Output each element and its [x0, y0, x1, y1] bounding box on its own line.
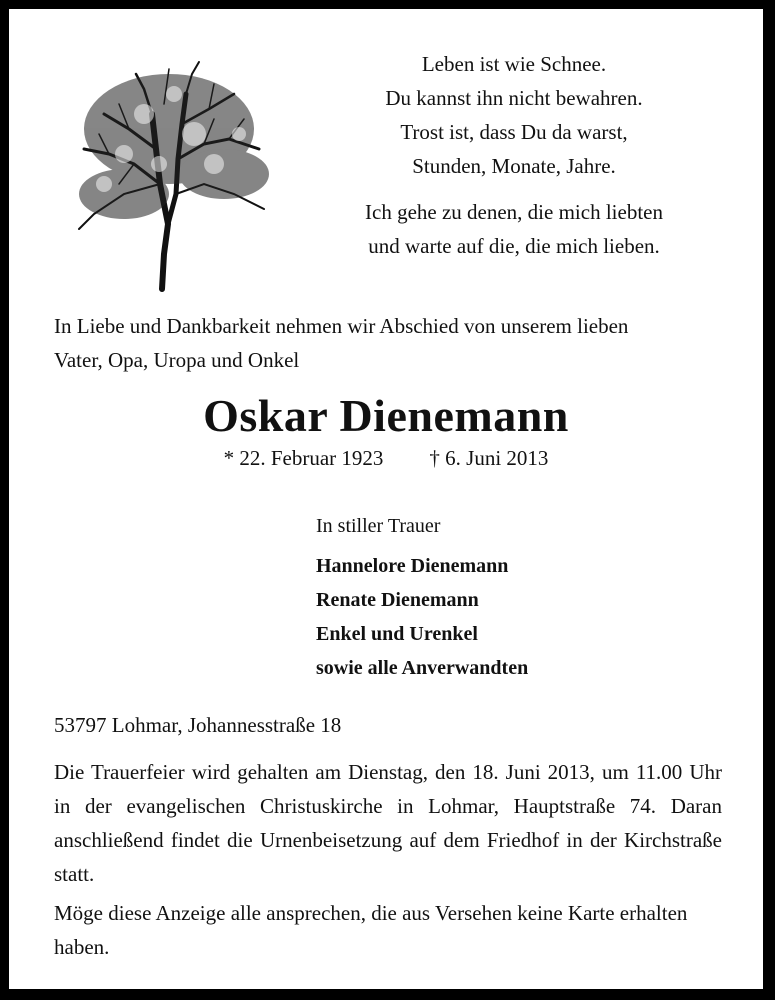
poem-stanza-2	[309, 195, 719, 263]
mourner-name: Enkel und Urenkel	[316, 623, 478, 645]
intro-line: In Liebe und Dankbarkeit nehmen wir Abschied von unserem lieben	[54, 314, 629, 338]
address: 53797 Lohmar, Johannesstraße 18	[54, 713, 342, 737]
poem-line: Ich gehe zu denen, die mich liebten	[365, 200, 663, 224]
life-dates	[9, 446, 763, 471]
poem-line: Stunden, Monate, Jahre.	[412, 154, 616, 178]
birth-date: * 22. Februar 1923	[223, 446, 384, 470]
death-date: † 6. Juni 2013	[429, 446, 549, 470]
mourner-name: sowie alle Anverwandten	[316, 657, 529, 679]
deceased-name: Oskar Dienemann	[203, 390, 569, 441]
poem-line: Trost ist, dass Du da warst,	[400, 120, 628, 144]
poem	[309, 47, 719, 263]
mourner-name: Hannelore Dienemann	[316, 555, 509, 577]
tree-icon	[64, 54, 279, 294]
intro-line: Vater, Opa, Uropa und Onkel	[54, 348, 300, 372]
mourners-heading: In stiller Trauer	[316, 515, 441, 537]
service-details: Die Trauerfeier wird gehalten am Dienstag, den 18. Juni 2013, um 11.00 Uhr in der evangelischen Christuskirche in Lohmar, Hauptstraße 74. Daran anschließend findet die Urnenbeisetzung auf dem Friedhof in der Kirchstraße statt.	[54, 760, 722, 886]
mourners-list	[316, 549, 528, 685]
poem-line: Leben ist wie Schnee.	[421, 52, 607, 76]
poem-stanza-1	[309, 47, 719, 183]
mourners-block	[316, 509, 528, 685]
poem-line: Du kannst ihn nicht bewahren.	[385, 86, 643, 110]
obituary-notice	[9, 9, 763, 989]
closing-note: Möge diese Anzeige alle ansprechen, die aus Versehen keine Karte erhalten haben.	[54, 901, 688, 959]
mourner-name: Renate Dienemann	[316, 589, 479, 611]
intro-text	[54, 309, 754, 377]
poem-line: und warte auf die, die mich lieben.	[368, 234, 660, 258]
